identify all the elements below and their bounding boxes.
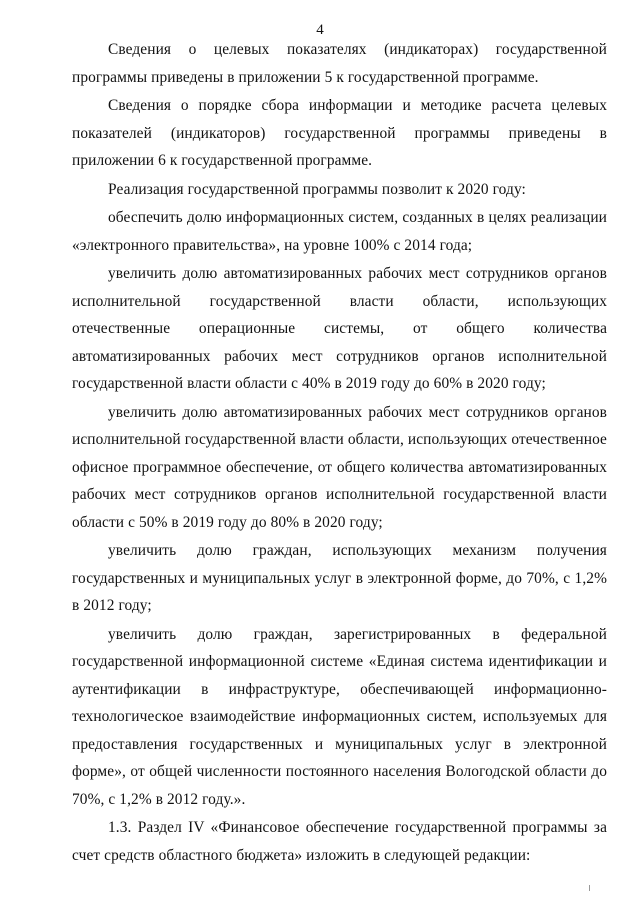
paragraph-e-services-share: увеличить долю граждан, использующих механизм получения государственных и муниципальных услуг в электронной форме, до 70%, с 1,2% в 2012 году;	[72, 542, 607, 614]
paragraph-domestic-office-share: увеличить долю автоматизированных рабочих мест сотрудников органов исполнительной государственной власти области, использующих отечественное офисное программное обеспечение, от общего количества автоматизированных рабочих мест сотрудников органов исполнительной государственной власти области с 50% в 2019 году до 80% в 2020 году;	[72, 403, 607, 531]
scan-mark	[589, 885, 590, 891]
paragraph-esia-registration-share: увеличить долю граждан, зарегистрированных в федеральной государственной информационной системе «Единая система идентификации и аутентификации в инфраструктуре, обеспечивающей информационно-технологическое взаимодействие информационных систем, используемых для предоставления государственных и муниципальных услуг в электронной форме», от общей численности постоянного населения Вологодской области до 70%, с 1,2% в 2012 году.».	[72, 625, 607, 808]
paragraph-section-iv-amendment: 1.3. Раздел IV «Финансовое обеспечение государственной программы за счет средств областного бюджета» изложить в следующей редакции:	[72, 819, 607, 864]
paragraph-indicators-info: Сведения о целевых показателях (индикаторах) государственной программы приведены в приложении 5 к государственной программе.	[72, 41, 607, 86]
document-body	[72, 36, 607, 869]
paragraph-e-government-share: обеспечить долю информационных систем, созданных в целях реализации «электронного правительства», на уровне 100% с 2014 года;	[72, 209, 607, 254]
paragraph-domestic-os-share: увеличить долю автоматизированных рабочих мест сотрудников органов исполнительной государственной власти области, использующих отечественные операционные системы, от общего количества автоматизированных рабочих мест сотрудников органов исполнительной государственной власти области с 40% в 2019 году до 60% в 2020 году;	[72, 265, 607, 392]
paragraph-results-intro: Реализация государственной программы позволит к 2020 году:	[108, 180, 526, 198]
page-number: 4	[316, 22, 324, 38]
paragraph-methodology-info: Сведения о порядке сбора информации и методике расчета целевых показателей (индикаторов) государственной программы приведены в приложении 6 к государственной программе.	[72, 97, 607, 169]
